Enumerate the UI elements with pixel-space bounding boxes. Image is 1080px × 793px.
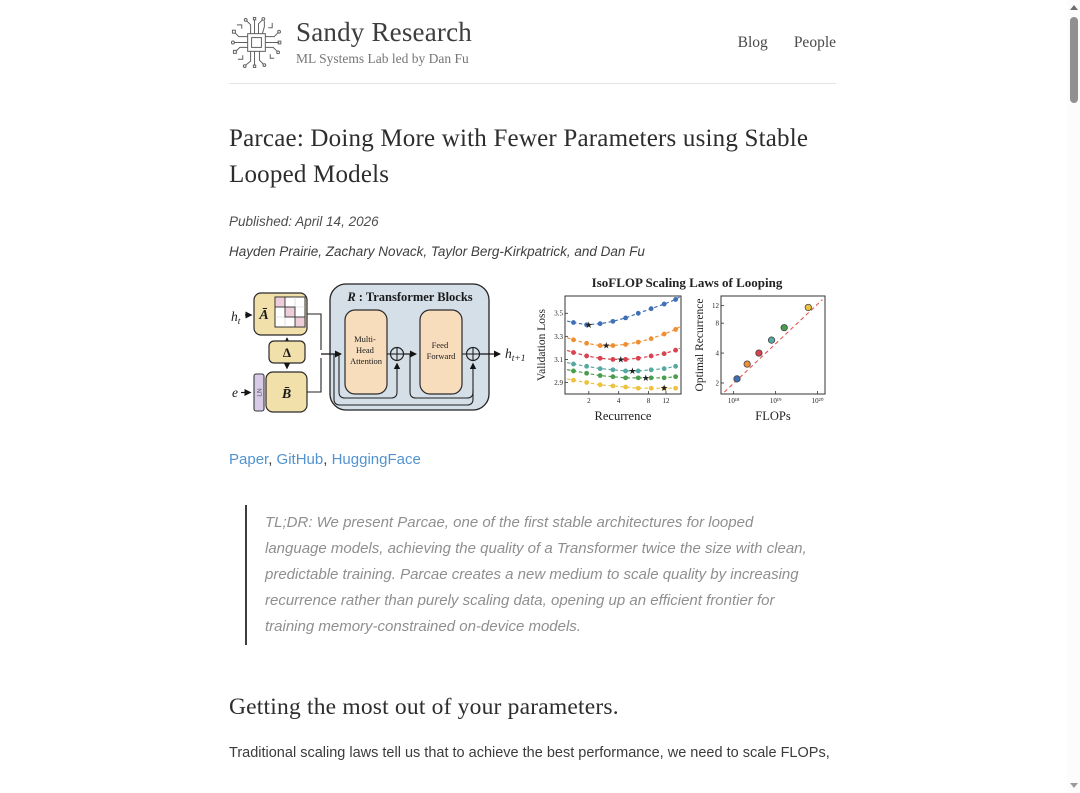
- body-paragraph: Traditional scaling laws tell us that to achieve the best performance, we need to scale FLOPs,: [229, 745, 830, 762]
- e-input-label: e: [232, 385, 238, 400]
- svg-text:Optimal Recurrence: Optimal Recurrence: [694, 298, 706, 392]
- svg-text:Validation Loss: Validation Loss: [536, 309, 548, 381]
- svg-text:3.1: 3.1: [554, 355, 563, 364]
- add-circle-1: [391, 348, 404, 361]
- svg-text:2: 2: [715, 379, 719, 388]
- a-bar-label: Ā: [259, 308, 269, 323]
- site-subtitle: ML Systems Lab led by Dan Fu: [296, 50, 469, 66]
- svg-text:★: ★: [584, 319, 593, 330]
- svg-text:3.3: 3.3: [554, 332, 563, 341]
- h-t-input-label: $h_t$: [231, 309, 241, 327]
- add-circle-2: [467, 348, 480, 361]
- nav-link-people[interactable]: People: [793, 33, 836, 51]
- link-separator: ,: [268, 451, 277, 468]
- svg-text:12: 12: [662, 397, 670, 405]
- site-title: Sandy Research: [296, 17, 472, 48]
- svg-text:2: 2: [587, 397, 591, 405]
- svg-text:Recurrence: Recurrence: [594, 409, 652, 423]
- layernorm-label: LN: [256, 388, 264, 397]
- resource-links: [229, 451, 836, 468]
- scrollbar-track[interactable]: [1067, 0, 1080, 793]
- svg-text:4: 4: [616, 397, 621, 405]
- svg-text:10¹⁹: 10¹⁹: [769, 397, 782, 405]
- circuit-chip-logo-icon: [229, 15, 284, 70]
- link-separator: ,: [323, 451, 332, 468]
- svg-text:12: 12: [712, 302, 719, 311]
- svg-text:IsoFLOP Scaling Laws of Loopin: IsoFLOP Scaling Laws of Looping: [591, 275, 783, 290]
- paper-link[interactable]: Paper: [229, 451, 269, 468]
- b-bar-label: B̄: [281, 387, 292, 402]
- svg-text:8: 8: [646, 397, 651, 405]
- authors-line: Hayden Prairie, Zachary Novack, Taylor Berg-Kirkpatrick, and Dan Fu: [229, 244, 645, 259]
- hero-figure: [229, 274, 836, 426]
- ff-label: Feed Forward: [426, 340, 456, 361]
- svg-text:10¹⁸: 10¹⁸: [727, 397, 740, 405]
- structured-matrix: [275, 297, 305, 327]
- svg-text:8: 8: [715, 319, 719, 328]
- transformer-blocks-title: R : Transformer Blocks: [347, 290, 473, 304]
- svg-text:10²⁰: 10²⁰: [811, 397, 824, 405]
- tldr-blockquote: TL;DR: We present Parcae, one of the first stable architectures for looped language models, achieving the quality of a Transformer twice the size with clean, predictable training. Parcae creates a new medium to scale quality by increasing recurrence rather than purely scaling data, opening up an efficient frontier for training memory-constrained on-device models.: [245, 505, 836, 645]
- svg-text:3.5: 3.5: [554, 309, 563, 318]
- scrollbar-thumb[interactable]: [1070, 17, 1078, 103]
- svg-text:★: ★: [660, 383, 669, 394]
- main-nav: [738, 34, 836, 52]
- svg-text:FLOPs: FLOPs: [755, 409, 791, 423]
- nav-link-blog[interactable]: Blog: [737, 33, 768, 51]
- scrollbar-up-arrow-icon[interactable]: [1067, 0, 1080, 14]
- svg-text:★: ★: [628, 365, 637, 376]
- svg-text:★: ★: [602, 340, 611, 351]
- svg-text:★: ★: [616, 354, 625, 365]
- post-title: Parcae: Doing More with Fewer Parameters using Stable Looped Models: [229, 125, 809, 188]
- isoflop-scaling-charts: [535, 274, 831, 426]
- svg-text:★: ★: [641, 372, 650, 383]
- svg-text:2.9: 2.9: [554, 378, 563, 387]
- mha-label: Multi- Head Attention: [349, 334, 383, 366]
- architecture-diagram: [229, 274, 535, 426]
- svg-text:4: 4: [715, 349, 719, 358]
- published-date: Published: April 14, 2026: [229, 214, 379, 229]
- site-identity: [296, 18, 472, 67]
- h-t1-output-label: $h_{t+1}$: [505, 346, 526, 364]
- scrollbar-down-arrow-icon[interactable]: [1067, 779, 1080, 793]
- huggingface-link[interactable]: HuggingFace: [331, 451, 421, 468]
- section-heading: Getting the most out of your parameters.: [229, 694, 619, 721]
- site-header: [229, 0, 836, 84]
- delta-label: Δ: [282, 345, 292, 360]
- page-container: [229, 0, 836, 766]
- github-link[interactable]: GitHub: [276, 451, 324, 468]
